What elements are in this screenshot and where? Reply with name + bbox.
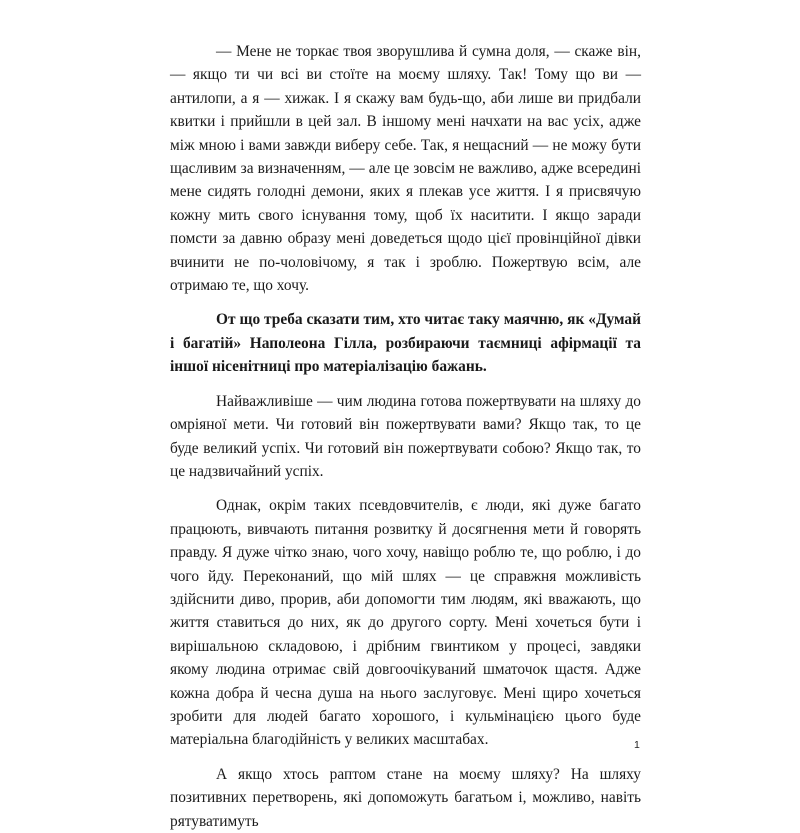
paragraph-sacrifice: Найважливіше — чим людина готова пожертвувати на шляху до омріяної мети. Чи готовий він пожертвувати вами? Якщо так, то це буде великий успіх. Чи готовий він пожертвувати собою? Якщо так, то це надзвичайний успіх. (170, 392, 641, 480)
paragraph-monologue: — Мене не торкає твоя зворушлива й сумна доля, — скаже він, — якщо ти чи всі ви стоїте на моєму шляху. Так! Тому що ви — антилопи, а я — хижак. І я скажу вам будь-що, аби лише ви придбали квитки і прийшли в цей зал. В іншому мені начхати на вас усіх, адже між мною і вами завжди виберу себе. Так, я нещасний — не можу бути щасливим за визначенням, — але це зовсім не важливо, адже всередині мене сидять голодні демони, яких я плекав усе життя. І я присвячую кожну мить свого існування тому, щоб їх наситити. І якщо заради помсти за давню образу мені доведеться щодо цієї провінційної дівки вчинити не по-чоловічому, я так і зроблю. Пожертвую всім, але отримаю те, що хочу. (170, 43, 641, 295)
paragraph-teachers: Однак, окрім таких псевдовчителів, є люди, які дуже багато працюють, вивчають питання розвитку й досягнення мети й говорять правду. Я дуже чітко знаю, чого хочу, навіщо роблю те, що роблю, і до чого йду. Переконаний, що мій шлях — це справжня можливість здійснити диво, прорив, аби допомогти тим людям, які вважають, що життя ставиться до них, як до другого сорту. Мені хочеться бути і вирішальною складовою, і дрібним гвинтиком у процесі, завдяки якому людина отримає свій довгоочікуваний шматочок щастя. Адже кожна добра й чесна душа на нього заслуговує. Мені щиро хочеться зробити для людей багато хорошого, і кульмінацією цього буде матеріальна благодійність у великих масштабах. (170, 497, 641, 749)
body-text (170, 40, 641, 833)
paragraph-bold-statement: От що треба сказати тим, хто читає таку маячню, як «Думай і багатій» Наполеона Гілла, розбираючи таємниці афірмації та іншої нісенітниці про матеріалізацію бажань. (170, 311, 641, 376)
page-number: 1 (634, 739, 640, 751)
paragraph-question: А якщо хтось раптом стане на моєму шляху? На шляху позитивних перетворень, які допоможуть багатьом і, можливо, навіть рятуватимуть (170, 765, 641, 830)
